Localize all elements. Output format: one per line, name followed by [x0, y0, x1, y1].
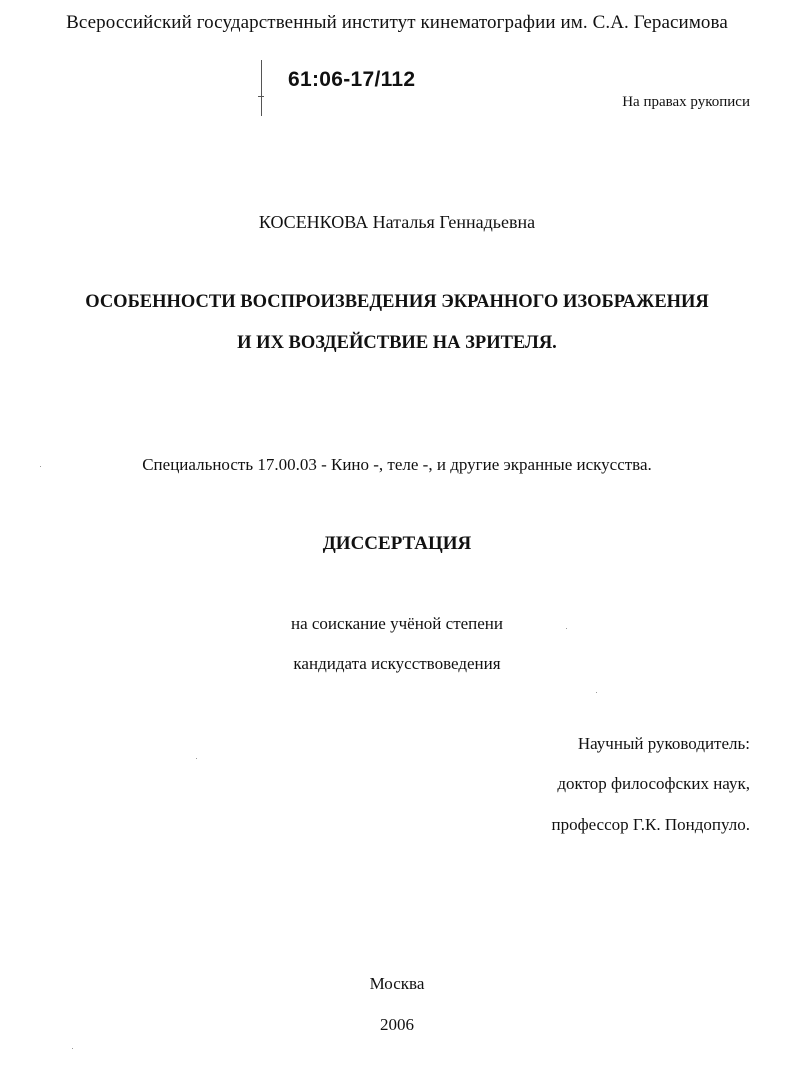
degree-line-2: кандидата искусствоведения [293, 654, 501, 673]
degree-line-1: на соискание учёной степени [290, 614, 504, 633]
thesis-title-line-2: И ИХ ВОЗДЕЙСТВИЕ НА ЗРИТЕЛЯ. [237, 333, 557, 353]
stamp-tick-mark [258, 96, 264, 97]
scan-speck [196, 758, 197, 759]
scan-speck [72, 1048, 73, 1049]
institute-name: Всероссийский государственный институт кинематографии им. С.А. Герасимова [66, 12, 728, 33]
advisor-degree: доктор философских наук, [557, 774, 750, 793]
advisor-label: Научный руководитель: [577, 734, 750, 753]
rights-note: На правах рукописи [622, 94, 750, 110]
scan-speck [40, 466, 41, 467]
document-type-heading: ДИССЕРТАЦИЯ [322, 533, 472, 554]
scan-speck [566, 628, 567, 629]
stamp-divider [261, 60, 262, 116]
city: Москва [369, 974, 425, 993]
specialty-line: Специальность 17.00.03 - Кино -, теле -, и другие экранные искусства. [142, 455, 652, 474]
advisor-name: профессор Г.К. Пондопуло. [551, 815, 750, 834]
archive-code-stamp: 61:06-17/112 [288, 68, 416, 91]
year: 2006 [380, 1015, 414, 1034]
scan-speck [596, 692, 597, 693]
author-name: КОСЕНКОВА Наталья Геннадьевна [258, 212, 536, 232]
thesis-title-line-1: ОСОБЕННОСТИ ВОСПРОИЗВЕДЕНИЯ ЭКРАННОГО ИЗОБРАЖЕНИЯ [85, 292, 709, 312]
